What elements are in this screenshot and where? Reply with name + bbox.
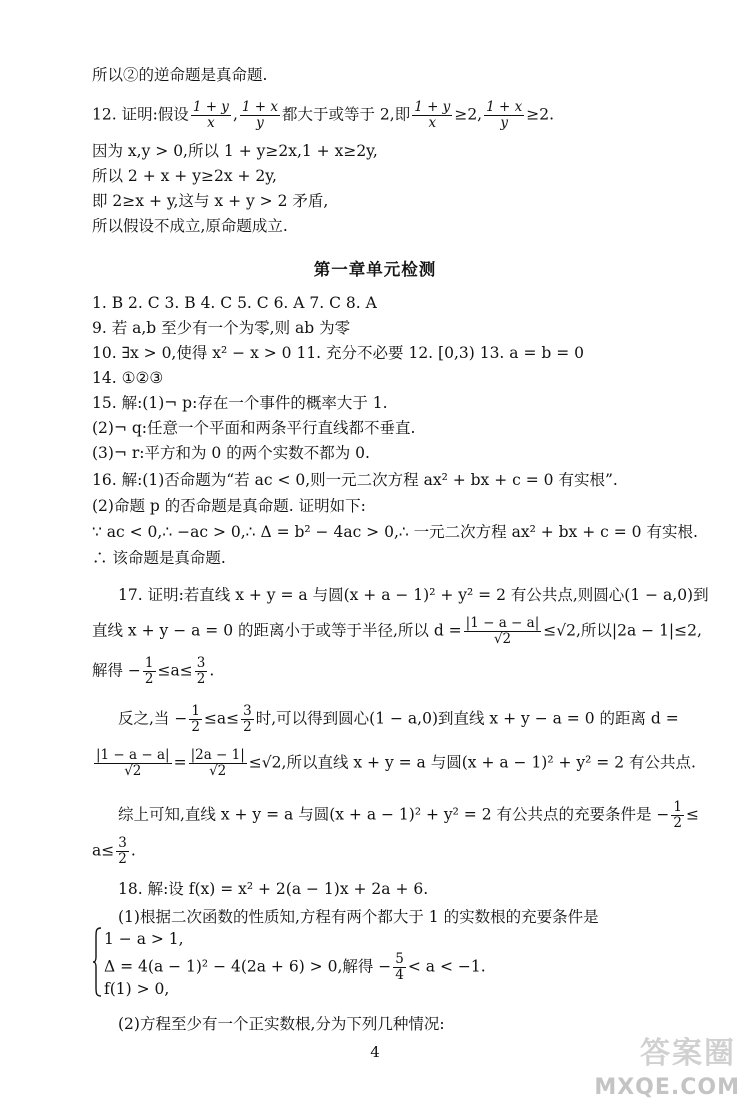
watermark <box>594 1026 744 1102</box>
section-heading: 第一章单元检测 <box>313 260 437 279</box>
fraction: $\frac{1 + x}{y}$ <box>241 99 278 131</box>
text-line: 直线 x + y − a = 0 的距离小于或等于半径,所以 d = $\frac{|1 - a - a|}{√2}$ ≤√2,所以|2a − 1|≤2, <box>92 615 702 647</box>
fraction: $\frac{|2a - 1|}{√2}$ <box>190 747 245 779</box>
text-line: 1. B 2. C 3. B 4. C 5. C 6. A 7. C 8. A <box>92 294 377 312</box>
fraction: $\frac{1}{2}$ <box>144 655 154 687</box>
text-line: 即 2≥x + y,这与 x + y > 2 矛盾, <box>92 192 329 210</box>
fraction: $\frac{|1 - a - a|}{√2}$ <box>465 615 540 647</box>
text-line: 9. 若 a,b 至少有一个为零,则 ab 为零 <box>92 319 351 337</box>
fraction: $\frac{3}{2}$ <box>243 703 252 735</box>
fraction: $\frac{|1 - a - a|}{√2}$ <box>96 747 170 779</box>
fraction: $\frac{1}{2}$ <box>673 799 682 831</box>
text-line: (2)方程至少有一个正实数根,分为下列几种情况: <box>118 1015 445 1033</box>
text-line: f(1) > 0, <box>104 980 170 998</box>
watermark-logo: 答案圈 <box>640 1036 736 1071</box>
fraction: $\frac{1 + x}{y}$ <box>486 99 523 131</box>
watermark-url: MXQE.COM <box>594 1075 740 1100</box>
text-line: Δ = 4(a − 1)² − 4(2a + 6) > 0,解得 − $\frac{5}{4}$ < a < −1. <box>104 951 486 983</box>
text-line: 所以 2 + x + y≥2x + 2y, <box>92 167 277 185</box>
text-line: (1)根据二次函数的性质知,方程有两个都大于 1 的实数根的充要条件是 <box>118 908 599 926</box>
text-line: a≤ $\frac{3}{2}$ . <box>92 835 136 867</box>
text-line: 10. ∃x > 0,使得 x² − x > 0 11. 充分不必要 12. [0,3) 13. a = b = 0 <box>92 344 584 362</box>
text-line: ∴ 该命题是真命题. <box>92 549 226 567</box>
text-line: 因为 x,y > 0,所以 1 + y≥2x,1 + x≥2y, <box>92 142 378 160</box>
text-line: $\frac{|1 - a - a|}{√2}$ = $\frac{|2a - 1|}{√2}$ ≤√2,所以直线 x + y = a 与圆(x + a − 1)² + y² = 2 有公共点. <box>96 747 696 779</box>
text-line: 16. 解:(1)否命题为“若 ac < 0,则一元二次方程 ax² + bx + c = 0 有实根”. <box>92 471 618 489</box>
fraction: $\frac{1 + y}{x}$ <box>192 99 229 131</box>
text-line: 解得 − $\frac{1}{2}$ ≤a≤ $\frac{3}{2}$ . <box>92 655 215 687</box>
text-line: ∵ ac < 0,∴ −ac > 0,∴ Δ = b² − 4ac > 0,∴ 一元二次方程 ax² + bx + c = 0 有实根. <box>92 523 698 541</box>
fraction: $\frac{3}{2}$ <box>196 655 206 687</box>
text-line: 综上可知,直线 x + y = a 与圆(x + a − 1)² + y² = 2 有公共点的充要条件是 − $\frac{1}{2}$ ≤ <box>118 799 699 831</box>
text-line: (2)命题 p 的否命题是真命题. 证明如下: <box>92 497 366 515</box>
text-line: 反之,当 − $\frac{1}{2}$ ≤a≤ $\frac{3}{2}$ 时,可以得到圆心(1 − a,0)到直线 x + y − a = 0 的距离 d = <box>118 703 679 735</box>
text-line: 12. 证明:假设 $\frac{1 + y}{x}$ , $\frac{1 + x}{y}$ 都大于或等于 2,即 $\frac{1 + y}{x}$ ≥2, $\frac{1 + x}{y}$ ≥2. <box>92 99 554 131</box>
text-line: 17. 证明:若直线 x + y = a 与圆(x + a − 1)² + y² = 2 有公共点,则圆心(1 − a,0)到 <box>118 586 709 604</box>
text-line: (2)¬ q:任意一个平面和两条平行直线都不垂直. <box>92 419 416 437</box>
text-line: 1 − a > 1, <box>104 930 184 948</box>
fraction: $\frac{1 + y}{x}$ <box>414 99 451 131</box>
text-line: 15. 解:(1)¬ p:存在一个事件的概率大于 1. <box>92 394 388 412</box>
page-number: 4 <box>370 1043 380 1061</box>
text-line: 14. ①②③ <box>92 369 164 387</box>
text-line: 18. 解:设 f(x) = x² + 2(a − 1)x + 2a + 6. <box>118 880 429 898</box>
text-line: (3)¬ r:平方和为 0 的两个实数不都为 0. <box>92 444 370 462</box>
fraction: $\frac{3}{2}$ <box>118 835 127 867</box>
text-line: 所以②的逆命题是真命题. <box>92 66 268 84</box>
fraction: $\frac{5}{4}$ <box>395 951 404 983</box>
fraction: $\frac{1}{2}$ <box>191 703 200 735</box>
text-line: 所以假设不成立,原命题成立. <box>92 217 288 235</box>
system-brace <box>92 927 102 997</box>
